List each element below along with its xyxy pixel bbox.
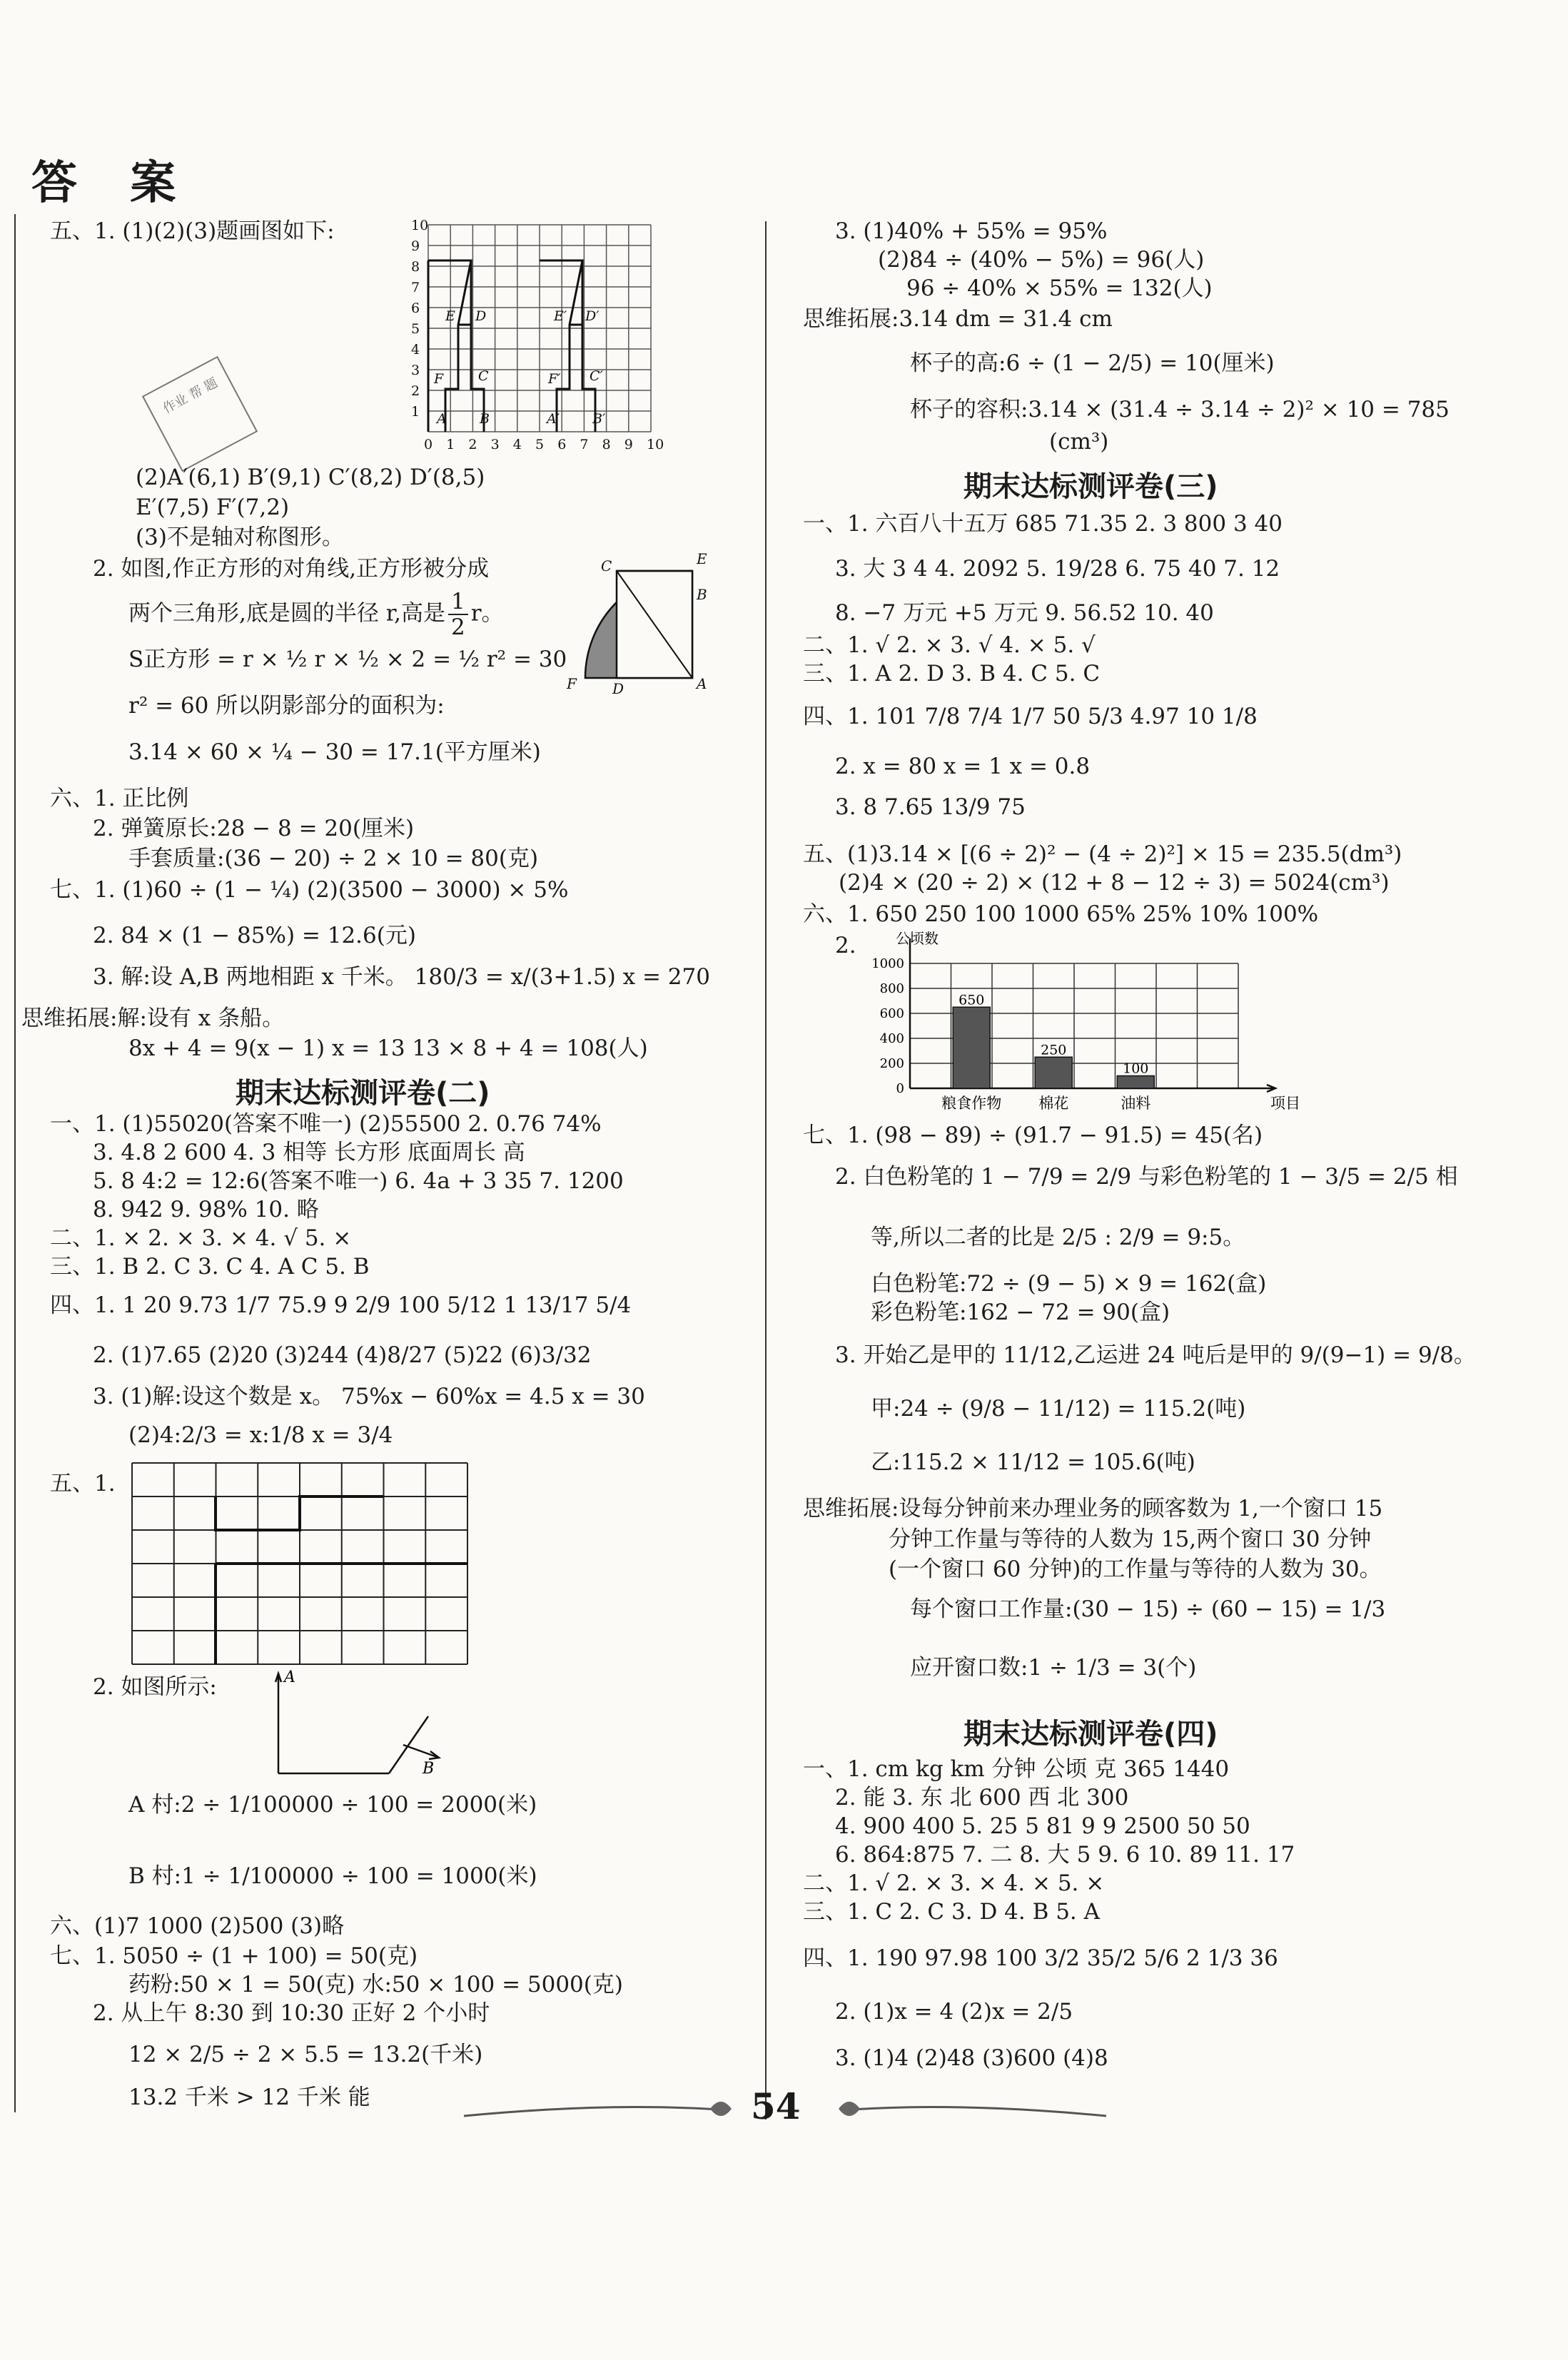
s2-5-3: A 村:2 ÷ 1/100000 ÷ 100 = 2000(米) <box>128 1792 537 1818</box>
q6-2a: 2. 弹簧原长:28 − 8 = 20(厘米) <box>93 816 415 841</box>
x-tick-label: 8 <box>602 437 611 452</box>
s3-1b: 3. 大 3 4 4. 2092 5. 19/28 6. 75 40 7. 12 <box>835 556 1280 582</box>
r-3: 96 ÷ 40% × 55% = 132(人) <box>906 275 1213 301</box>
point-label: A′ <box>547 411 560 427</box>
s4-1c: 4. 900 400 5. 25 5 81 9 9 2500 50 50 <box>835 1813 1250 1839</box>
thinking-3b: 分钟工作量与等待的人数为 15,两个窗口 30 分钟 <box>889 1526 1372 1552</box>
s2-7a: 七、1. 5050 ÷ (1 + 100) = 50(克) <box>50 1943 418 1969</box>
page-number: 54 <box>751 2085 801 2127</box>
q6-2b: 手套质量:(36 − 20) ÷ 2 × 10 = 80(克) <box>128 846 539 871</box>
y-tick-label: 3 <box>411 363 420 378</box>
x-tick-label: 4 <box>512 437 522 452</box>
point-label: F′ <box>548 371 561 387</box>
fraction-denominator: 2 <box>450 614 465 641</box>
s2-4c: 3. (1)解:设这个数是 x。 75%x − 60%x = 4.5 x = 30 <box>93 1384 645 1409</box>
s2-7b: 药粉:50 × 1 = 50(克) 水:50 × 100 = 5000(克) <box>128 1972 623 1997</box>
y-tick-label: 8 <box>411 259 420 275</box>
q7-1: 七、1. (1)60 ÷ (1 − ¼) (2)(3500 − 3000) × 5% <box>50 877 569 903</box>
section-title-3: 期末达标测评卷(三) <box>963 470 1218 503</box>
s2-6: 六、(1)7 1000 (2)500 (3)略 <box>50 1913 345 1939</box>
y-tick-label: 200 <box>879 1056 904 1071</box>
s3-5b: (2)4 × (20 ÷ 2) × (12 + 8 − 12 ÷ 3) = 5024(cm³) <box>839 870 1390 896</box>
point-label: F <box>434 371 444 387</box>
s3-4b: 2. x = 80 x = 1 x = 0.8 <box>835 754 1091 779</box>
x-tick-label: 10 <box>647 437 664 452</box>
bar <box>1035 1057 1072 1088</box>
y-tick-label: 600 <box>879 1006 904 1021</box>
fraction <box>448 589 468 639</box>
s2-4a: 四、1. 1 20 9.73 1/7 75.9 9 2/9 100 5/12 1 13/17 5/4 <box>50 1292 632 1318</box>
x-tick-label: 5 <box>535 437 545 452</box>
bar <box>953 1007 990 1088</box>
q5-2b-text: 两个三角形,底是圆的半径 r,高是 <box>128 600 445 627</box>
y-tick-label: 9 <box>411 238 420 254</box>
q5-2d: r² = 60 所以阴影部分的面积为: <box>128 693 445 719</box>
s3-7f: 3. 开始乙是甲的 11/12,乙运进 24 吨后是甲的 9/(9−1) = 9/8。 <box>835 1342 1476 1368</box>
s4-4a: 四、1. 190 97.98 100 3/2 35/2 5/6 2 1/3 36 <box>803 1945 1278 1971</box>
bar <box>1117 1076 1154 1089</box>
thinking-1b: 8x + 4 = 9(x − 1) x = 13 13 × 8 + 4 = 108(人) <box>128 1035 648 1061</box>
s3-6a: 六、1. 650 250 100 1000 65% 25% 10% 100% <box>803 901 1319 927</box>
x-tick-label: 7 <box>580 437 589 452</box>
y-tick-label: 1 <box>411 404 420 420</box>
y-tick-label: 4 <box>411 342 420 358</box>
r-6: 杯子的容积:3.14 × (31.4 ÷ 3.14 ÷ 2)² × 10 = 785 <box>910 397 1450 422</box>
thinking-3c: (一个窗口 60 分钟)的工作量与等待的人数为 30。 <box>889 1556 1382 1582</box>
s3-7h: 乙:115.2 × 11/12 = 105.6(吨) <box>871 1449 1195 1475</box>
r-2: (2)84 ÷ (40% − 5%) = 96(人) <box>878 247 1205 273</box>
s2-7c: 2. 从上午 8:30 到 10:30 正好 2 个小时 <box>93 2000 490 2026</box>
x-tick-label: 粮食作物 <box>941 1095 1002 1112</box>
x-axis-label: 项目 <box>1270 1095 1300 1112</box>
s2-5-2: 2. 如图所示: <box>93 1674 217 1700</box>
r-7: (cm³) <box>1049 429 1109 455</box>
s3-4a: 四、1. 101 7/8 7/4 1/7 50 5/3 4.97 10 1/8 <box>803 704 1258 729</box>
figure-label: F <box>567 675 577 692</box>
point-label: D′ <box>585 308 600 324</box>
s2-1d: 8. 942 9. 98% 10. 略 <box>93 1197 319 1222</box>
s2-4b: 2. (1)7.65 (2)20 (3)244 (4)8/27 (5)22 (6)3/32 <box>93 1342 592 1368</box>
q5-1c: E′(7,5) F′(7,2) <box>136 495 290 520</box>
s3-7g: 甲:24 ÷ (9/8 − 11/12) = 115.2(吨) <box>871 1396 1246 1422</box>
q5-2a: 2. 如图,作正方形的对角线,正方形被分成 <box>93 556 490 582</box>
s2-1c: 5. 8 4:2 = 12:6(答案不唯一) 6. 4a + 3 35 7. 1200 <box>93 1168 624 1194</box>
thinking-3d: 每个窗口工作量:(30 − 15) ÷ (60 − 15) = 1/3 <box>910 1596 1386 1622</box>
s4-4c: 3. (1)4 (2)48 (3)600 (4)8 <box>835 2045 1108 2071</box>
direction-figure <box>257 1666 442 1781</box>
quarter-circle-figure <box>557 542 735 697</box>
section-title-4: 期末达标测评卷(四) <box>963 1718 1218 1751</box>
figure-label: A <box>697 675 707 692</box>
s4-1d: 6. 864:875 7. 二 8. 大 5 9. 6 10. 89 11. 17 <box>835 1842 1295 1868</box>
s2-1a: 一、1. (1)55020(答案不唯一) (2)55500 2. 0.76 74% <box>50 1111 602 1137</box>
x-tick-label: 油料 <box>1121 1095 1151 1112</box>
point-label: A <box>437 411 447 427</box>
fraction-numerator: 1 <box>448 589 468 615</box>
figure-label: D <box>612 680 624 697</box>
y-tick-label: 0 <box>896 1081 904 1096</box>
s4-1a: 一、1. cm kg km 分钟 公顷 克 365 1440 <box>803 1756 1230 1782</box>
y-tick-label: 800 <box>879 981 904 996</box>
point-label: C <box>478 368 489 384</box>
s3-7b: 2. 白色粉笔的 1 − 7/9 = 2/9 与彩色粉笔的 1 − 3/5 = 2/5 相 <box>835 1164 1458 1190</box>
point-label: E <box>445 308 455 324</box>
s3-7e: 彩色粉笔:162 − 72 = 90(盒) <box>871 1300 1170 1325</box>
y-tick-label: 1000 <box>871 956 904 971</box>
y-tick-label: 10 <box>411 218 429 233</box>
s2-7e: 13.2 千米 > 12 千米 能 <box>128 2085 370 2110</box>
label-A: A <box>284 1668 295 1686</box>
label-B: B <box>423 1760 435 1778</box>
bar-chart <box>853 928 1300 1120</box>
bar-data-label: 250 <box>1041 1042 1067 1058</box>
s4-1b: 2. 能 3. 东 北 600 西 北 300 <box>835 1785 1129 1810</box>
q5-2c: S正方形 = r × ½ r × ½ × 2 = ½ r² = 30 <box>128 647 567 672</box>
point-label: E′ <box>554 308 567 324</box>
section-title-2: 期末达标测评卷(二) <box>236 1077 490 1110</box>
figure-label: B <box>697 586 707 603</box>
s3-4c: 3. 8 7.65 13/9 75 <box>835 794 1026 820</box>
r-5: 杯子的高:6 ÷ (1 − 2/5) = 10(厘米) <box>910 350 1275 376</box>
thinking-3a: 思维拓展:设每分钟前来办理业务的顾客数为 1,一个窗口 15 <box>803 1496 1383 1521</box>
s2-3: 三、1. B 2. C 3. C 4. A C 5. B <box>50 1254 370 1280</box>
y-tick-label: 5 <box>411 321 420 337</box>
q5-2b <box>128 589 504 639</box>
q6-1: 六、1. 正比例 <box>50 786 189 811</box>
q7-3: 3. 解:设 A,B 两地相距 x 千米。 180/3 = x/(3+1.5) x = 270 <box>93 964 710 990</box>
point-label: B′ <box>592 411 606 427</box>
bar-data-label: 100 <box>1123 1060 1149 1077</box>
s3-5a: 五、(1)3.14 × [(6 ÷ 2)² − (4 ÷ 2)²] × 15 = 235.5(dm³) <box>803 841 1402 867</box>
figure-label: C <box>601 557 612 574</box>
coordinate-grid-figure <box>385 218 664 453</box>
r-1: 3. (1)40% + 55% = 95% <box>835 218 1108 244</box>
x-tick-label: 2 <box>468 437 477 452</box>
x-tick-label: 棉花 <box>1038 1095 1069 1112</box>
s2-1b: 3. 4.8 2 600 4. 3 相等 长方形 底面周长 高 <box>93 1140 525 1165</box>
r-4: 思维拓展:3.14 dm = 31.4 cm <box>803 306 1113 332</box>
s2-2: 二、1. × 2. × 3. × 4. √ 5. × <box>50 1225 352 1251</box>
thinking-1a: 思维拓展:解:设有 x 条船。 <box>21 1006 285 1031</box>
s4-3: 三、1. C 2. C 3. D 4. B 5. A <box>803 1899 1101 1925</box>
page-title: 答 案 <box>31 157 195 210</box>
left-margin-rule <box>14 214 16 2112</box>
q5-1d: (3)不是轴对称图形。 <box>136 525 344 550</box>
s3-2: 二、1. √ 2. × 3. √ 4. × 5. √ <box>803 632 1096 658</box>
s3-1c: 8. −7 万元 +5 万元 9. 56.52 10. 40 <box>835 600 1214 626</box>
y-axis-label: 公顷数 <box>896 930 939 947</box>
s3-3: 三、1. A 2. D 3. B 4. C 5. C <box>803 661 1101 687</box>
s3-6b: 2. <box>835 933 856 958</box>
q7-2: 2. 84 × (1 − 85%) = 12.6(元) <box>93 923 416 948</box>
stamp-text: 作业 帮 题 <box>160 375 221 417</box>
q5-1: 五、1. (1)(2)(3)题画图如下: <box>50 218 335 244</box>
y-tick-label: 400 <box>879 1031 904 1046</box>
x-tick-label: 1 <box>446 437 455 452</box>
thinking-3e: 应开窗口数:1 ÷ 1/3 = 3(个) <box>910 1655 1197 1681</box>
stamp <box>142 356 258 472</box>
x-tick-label: 9 <box>624 437 633 452</box>
s4-4b: 2. (1)x = 4 (2)x = 2/5 <box>835 1999 1073 2025</box>
s2-5-4: B 村:1 ÷ 1/100000 ÷ 100 = 1000(米) <box>128 1863 537 1889</box>
y-tick-label: 6 <box>411 300 420 316</box>
s2-4d: (2)4:2/3 = x:1/8 x = 3/4 <box>128 1422 393 1448</box>
point-label: D <box>475 308 487 324</box>
bar-data-label: 650 <box>958 992 985 1008</box>
s3-7c: 等,所以二者的比是 2/5 : 2/9 = 9:5。 <box>871 1225 1245 1250</box>
s3-1a: 一、1. 六百八十五万 685 71.35 2. 3 800 3 40 <box>803 511 1283 537</box>
q5-1b: (2)A′(6,1) B′(9,1) C′(8,2) D′(8,5) <box>136 465 485 490</box>
s4-2: 二、1. √ 2. × 3. × 4. × 5. × <box>803 1870 1105 1896</box>
x-tick-label: 0 <box>424 437 433 452</box>
q5-2e: 3.14 × 60 × ¼ − 30 = 17.1(平方厘米) <box>128 739 541 765</box>
column-divider <box>765 221 767 2120</box>
drawing-grid <box>132 1463 467 1664</box>
x-tick-label: 6 <box>557 437 567 452</box>
s2-7d: 12 × 2/5 ÷ 2 × 5.5 = 13.2(千米) <box>128 2042 483 2067</box>
point-label: C′ <box>590 368 603 384</box>
point-label: B <box>480 411 490 427</box>
figure-label: E <box>697 550 707 567</box>
s3-7a: 七、1. (98 − 89) ÷ (91.7 − 91.5) = 45(名) <box>803 1123 1263 1148</box>
x-tick-label: 3 <box>490 437 500 452</box>
s2-5-1: 五、1. <box>50 1471 116 1496</box>
s3-7d: 白色粉笔:72 ÷ (9 − 5) × 9 = 162(盒) <box>871 1271 1267 1297</box>
q5-2b-tail: r。 <box>470 600 504 627</box>
y-tick-label: 7 <box>411 280 420 295</box>
y-tick-label: 2 <box>411 383 420 399</box>
